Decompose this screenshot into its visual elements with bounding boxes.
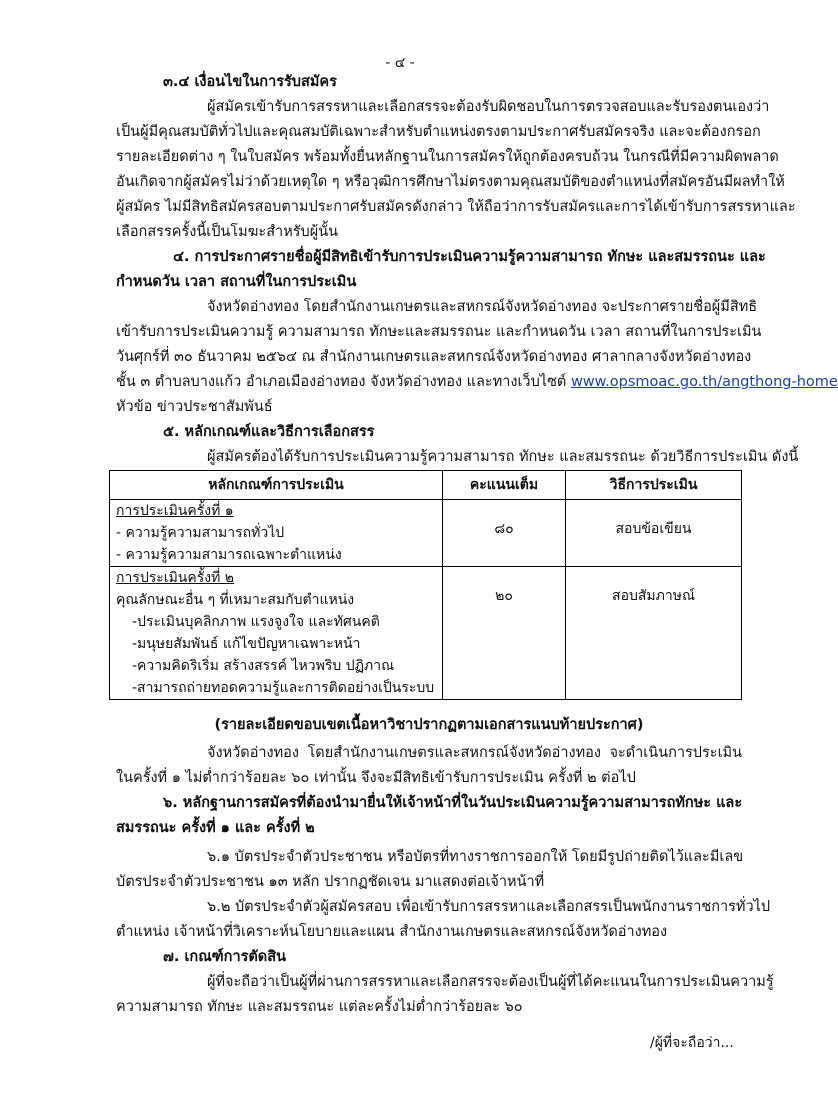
score-cell [443,500,566,567]
table-header-row [110,471,742,500]
criteria-table [109,470,742,700]
paragraph-line: ๖.๒ บัตรประจำตัวผู้สมัครสอบ เพื่อเข้ารับการสรรหาและเลือกสรรเป็นพนักงานราชการทั่วไป [207,899,771,915]
criteria-item: -ประเมินบุคลิกภาพ แรงจูงใจ และทัศนคติ [132,614,380,630]
criteria-lead: คุณลักษณะอื่น ๆ ที่เหมาะสมกับตำแหน่ง [116,592,355,608]
table-header: คะแนนเต็ม [443,471,566,500]
paragraph-line: อันเกิดจากผู้สมัครไม่ว่าด้วยเหตุใด ๆ หรือวุฒิการศึกษาไม่ตรงตามคุณสมบัติของตำแหน่งที่สมัครอันมีผลทำให้ [116,174,785,190]
paragraph-text: ชั้น ๓ ตำบลบางแก้ว อำเภอเมืองอ่างทอง จังหวัดอ่างทอง และทางเว็บไซต์ [116,374,571,390]
section-3-4-heading: ๓.๔ เงื่อนไขในการรับสมัคร [163,74,337,90]
paragraph-line: เลือกสรรครั้งนี้เป็นโมฆะสำหรับผู้นั้น [116,224,339,240]
section-4-heading: ๔. การประกาศรายชื่อผู้มีสิทธิเข้ารับการประเมินความรู้ความสามารถ ทักษะ และสมรรถนะ และ [173,249,766,265]
method-value: สอบข้อเขียน [615,521,692,537]
method-value: สอบสัมภาษณ์ [612,588,695,604]
section-6-heading-cont: สมรรถนะ ครั้งที่ ๑ และ ครั้งที่ ๒ [116,820,315,836]
paragraph-line: วันศุกร์ที่ ๓๐ ธันวาคม ๒๕๖๔ ณ สำนักงานเกษตรและสหกรณ์จังหวัดอ่างทอง ศาลากลางจังหวัดอ่างทอง [116,349,752,365]
paragraph-line: เป็นผู้มีคุณสมบัติทั่วไปและคุณสมบัติเฉพาะสำหรับตำแหน่งตรงตามประกาศรับสมัครจริง และจะต้องกรอก [116,124,761,140]
paragraph-line: ผู้สมัคร ไม่มีสิทธิสมัครสอบตามประกาศรับสมัครดังกล่าว ให้ถือว่าการรับสมัครและการได้เข้ารับการสรรหาและ [116,199,796,215]
paragraph-line: ตำแหน่ง เจ้าหน้าที่วิเคราะห์นโยบายและแผน สำนักงานเกษตรและสหกรณ์จังหวัดอ่างทอง [116,924,668,940]
score-value: ๒๐ [495,588,513,604]
paragraph-line: จังหวัดอ่างทอง โดยสำนักงานเกษตรและสหกรณ์จังหวัดอ่างทอง จะดำเนินการประเมิน [207,745,742,761]
paragraph-line: เข้ารับการประเมินความรู้ ความสามารถ ทักษะและสมรรถนะ และกำหนดวัน เวลา สถานที่ในการประเมิน [116,324,762,340]
table-header: วิธีการประเมิน [566,471,742,500]
criteria-cell [110,500,443,567]
round-title: การประเมินครั้งที่ ๑ [116,503,234,519]
paragraph-line: ความสามารถ ทักษะ และสมรรถนะ แต่ละครั้งไม่ต่ำกว่าร้อยละ ๖๐ [116,999,523,1015]
method-cell [566,500,742,567]
paragraph-line: หัวข้อ ข่าวประชาสัมพันธ์ [116,399,273,415]
criteria-item: - ความรู้ความสามารถเฉพาะตำแหน่ง [116,547,342,563]
paragraph-line: ๖.๑ บัตรประจำตัวประชาชน หรือบัตรที่ทางราชการออกให้ โดยมีรูปถ่ายติดไว้และมีเลข [207,849,744,865]
section-4-heading-cont: กำหนดวัน เวลา สถานที่ในการประเมิน [116,274,357,290]
paragraph-line: รายละเอียดต่าง ๆ ในใบสมัคร พร้อมทั้งยื่นหลักฐานในการสมัครให้ถูกต้องครบถ้วน ในกรณีที่มีความผิดพลาด [116,149,779,165]
paragraph-line: บัตรประจำตัวประชาชน ๑๓ หลัก ปรากฏชัดเจน มาแสดงต่อเจ้าหน้าที่ [116,874,545,890]
table-row [110,567,742,700]
round-title: การประเมินครั้งที่ ๒ [116,570,234,586]
table-note: (รายละเอียดขอบเขตเนื้อหาวิชาปรากฏตามเอกสารแนบท้ายประกาศ) [214,717,644,733]
table-header: หลักเกณฑ์การประเมิน [110,471,443,500]
paragraph-line: ผู้สมัครต้องได้รับการประเมินความรู้ความสามารถ ทักษะ และสมรรถนะ ด้วยวิธีการประเมิน ดังนี้ [207,449,799,465]
paragraph-line [116,372,838,392]
criteria-item: - ความรู้ความสามารถทั่วไป [116,525,285,541]
table-row [110,500,742,567]
website-link[interactable]: www.opsmoac.go.th/angthong-home [570,374,838,390]
score-value: ๘๐ [494,521,514,537]
section-5-heading: ๕. หลักเกณฑ์และวิธีการเลือกสรร [163,424,375,440]
page-number: - ๔ - [385,55,415,71]
paragraph-line: ผู้ที่จะถือว่าเป็นผู้ที่ผ่านการสรรหาและเลือกสรรจะต้องเป็นผู้ที่ได้คะแนนในการประเมินความรู้ [207,974,774,990]
paragraph-line: ในครั้งที่ ๑ ไม่ต่ำกว่าร้อยละ ๖๐ เท่านั้น จึงจะมีสิทธิเข้ารับการประเมิน ครั้งที่ ๒ ต่อไป [116,770,636,786]
paragraph-line: ผู้สมัครเข้ารับการสรรหาและเลือกสรรจะต้องรับผิดชอบในการตรวจสอบและรับรองตนเองว่า [207,99,770,115]
paragraph-line: จังหวัดอ่างทอง โดยสำนักงานเกษตรและสหกรณ์จังหวัดอ่างทอง จะประกาศรายชื่อผู้มีสิทธิ [207,299,758,315]
criteria-item: -ความคิดริเริ่ม สร้างสรรค์ ไหวพริบ ปฏิภาณ [132,658,395,674]
criteria-cell [110,567,443,700]
method-cell [566,567,742,700]
score-cell [443,567,566,700]
section-6-heading: ๖. หลักฐานการสมัครที่ต้องนำมายื่นให้เจ้าหน้าที่ในวันประเมินความรู้ความสามารถทักษะ และ [163,795,743,811]
section-7-heading: ๗. เกณฑ์การตัดสิน [163,949,286,965]
continuation-marker: /ผู้ที่จะถือว่า... [650,1035,734,1051]
criteria-item: -สามารถถ่ายทอดความรู้และการติดอย่างเป็นระบบ [132,680,435,696]
criteria-item: -มนุษยสัมพันธ์ แก้ไขปัญหาเฉพาะหน้า [132,636,361,652]
